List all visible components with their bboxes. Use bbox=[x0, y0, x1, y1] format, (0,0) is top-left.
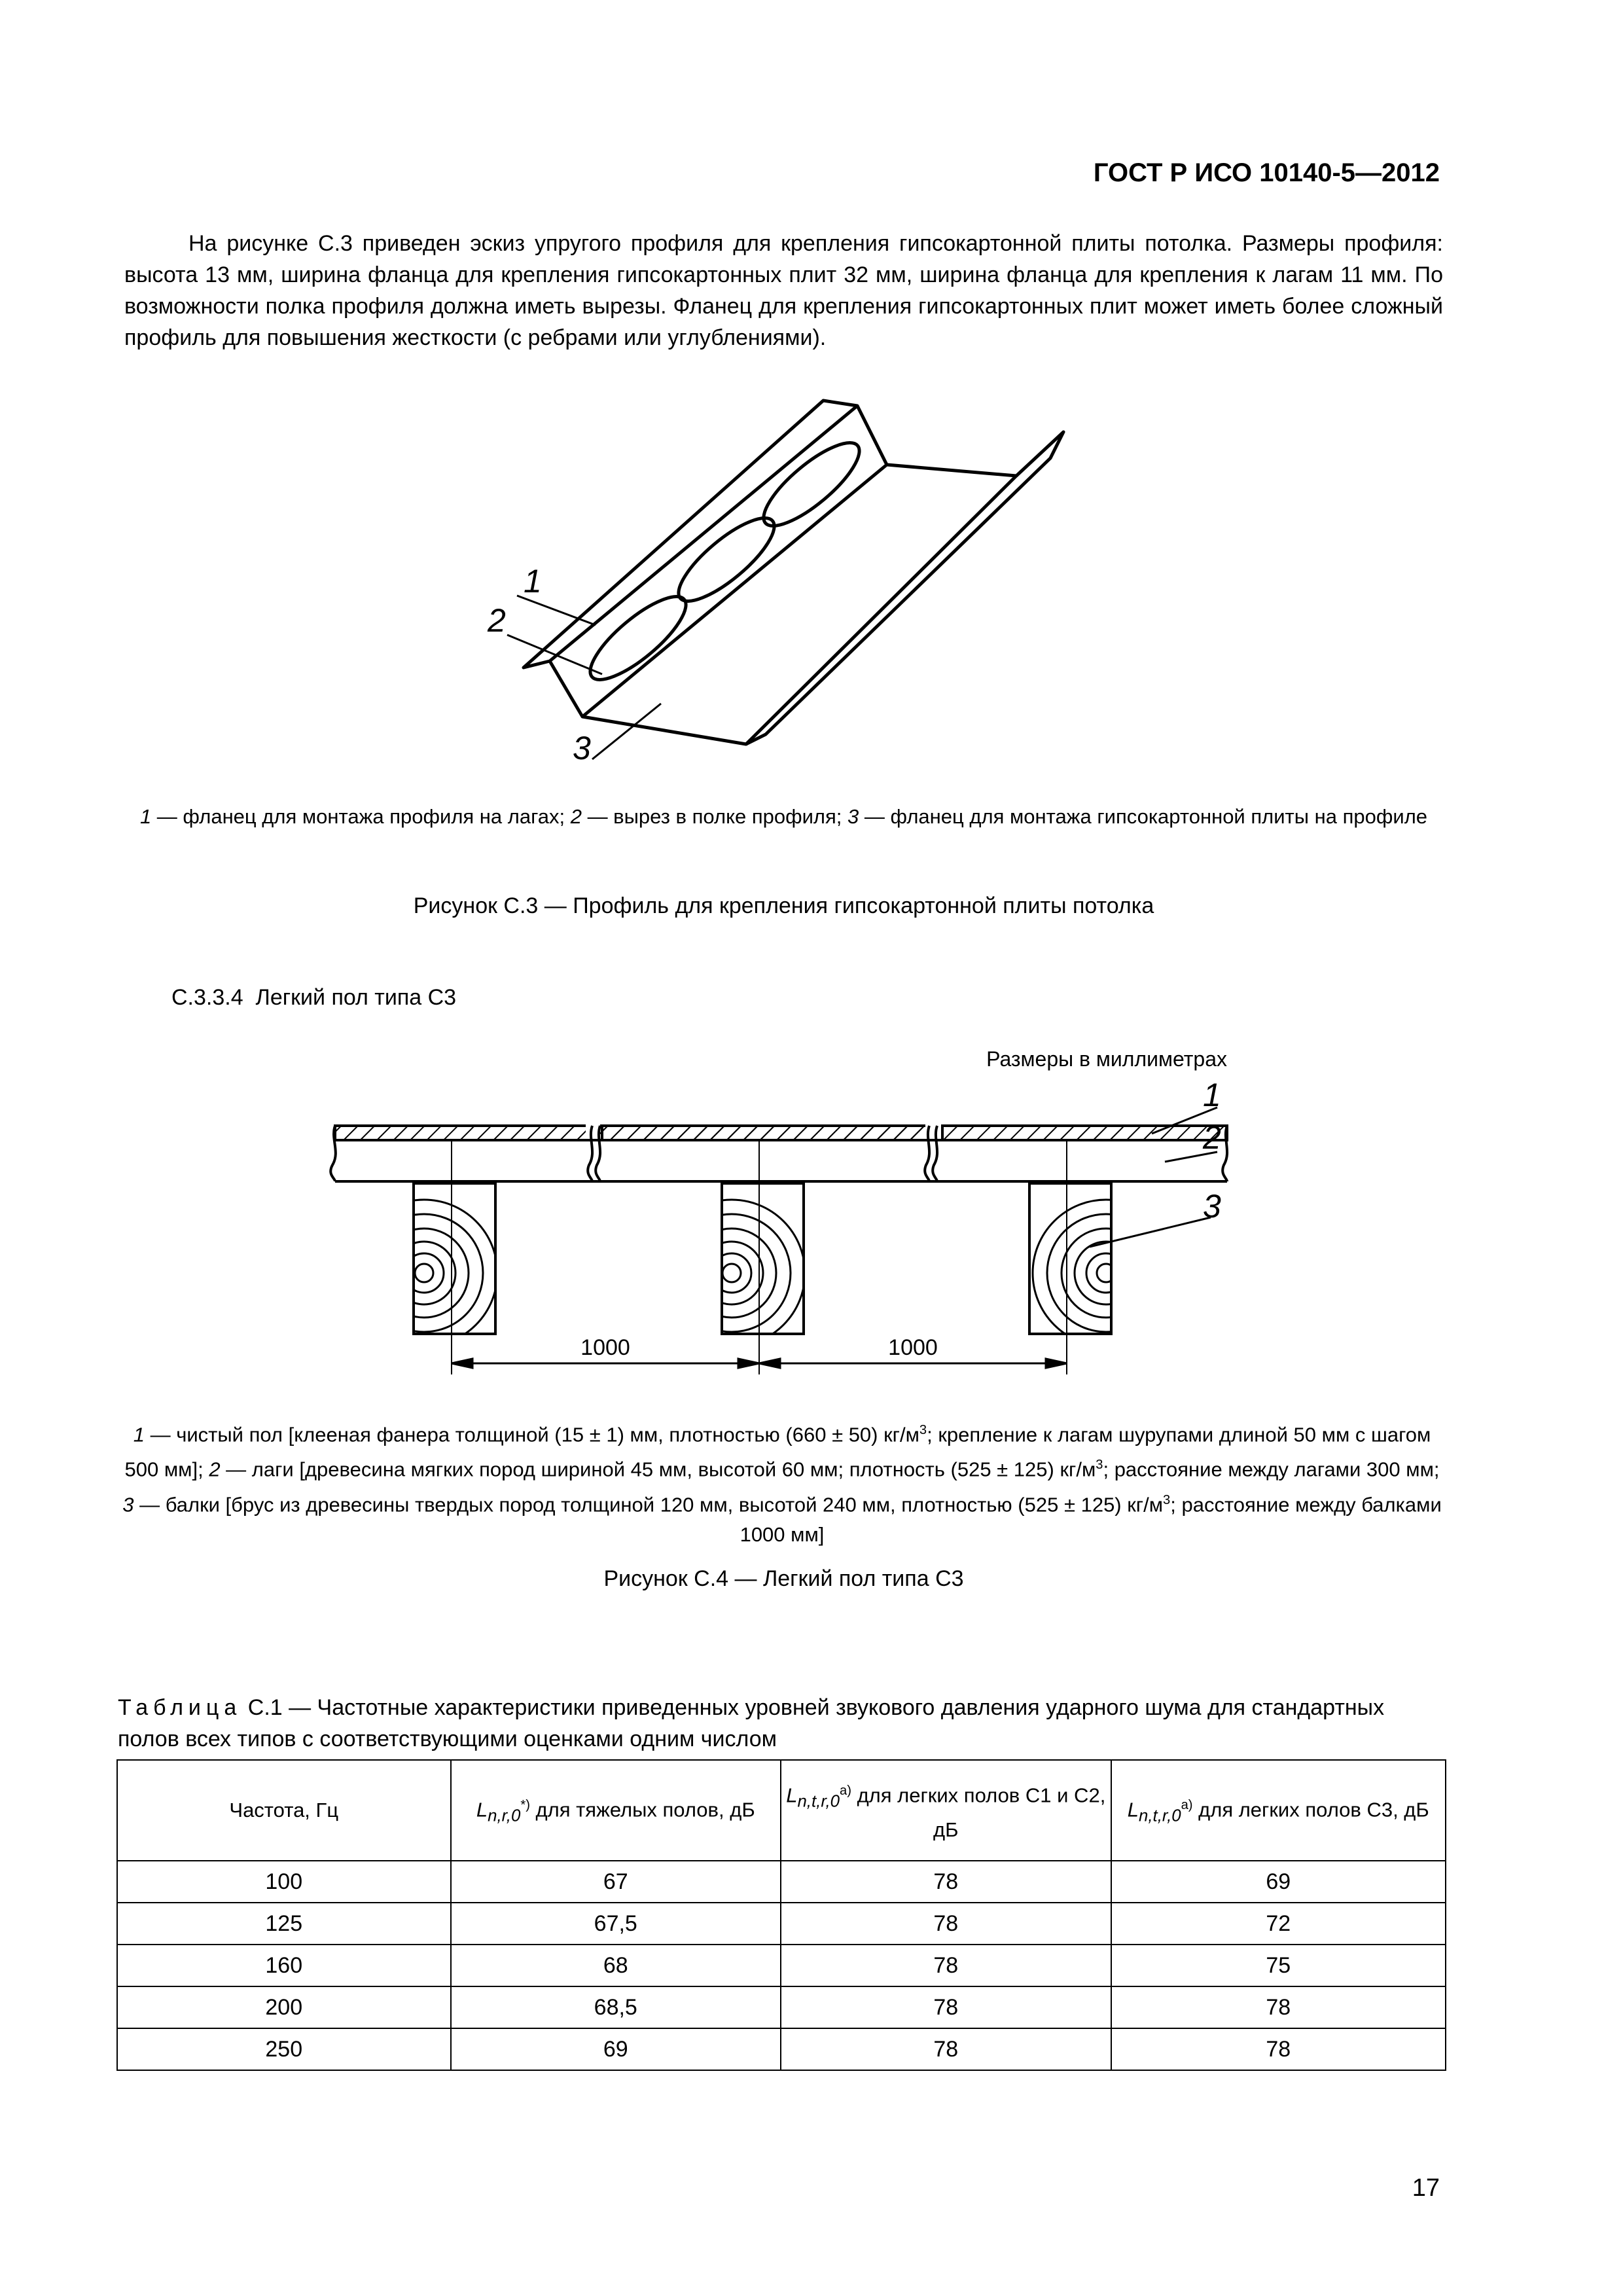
table-cell: 160 bbox=[117, 1945, 451, 1986]
table-cell: 100 bbox=[117, 1861, 451, 1903]
intro-paragraph: На рисунке С.3 приведен эскиз упругого профиля для крепления гипсокартонной плиты потолка. Размеры профиля: высота 13 мм, ширина фланца для крепления гипсокартонных плит 32 мм, ширина фланца для крепления к лагам 11 мм. По возможности полка профиля должна иметь вырезы. Фланец для крепления гипсокартонных плит может иметь более сложный профиль для повышения жесткости (с ребрами или углублениями). bbox=[124, 231, 1443, 350]
table-cell: 78 bbox=[1111, 2028, 1446, 2070]
table-header-row bbox=[117, 1760, 1446, 1861]
figure-c4-title: Рисунок С.4 — Легкий пол типа С3 bbox=[603, 1566, 964, 1591]
legend-item-number: 1 bbox=[139, 805, 152, 828]
table-cell: 200 bbox=[117, 1986, 451, 2028]
table-c1 bbox=[116, 1759, 1446, 2071]
table-row bbox=[117, 2028, 1446, 2070]
dimensions-note: Размеры в миллиметрах bbox=[986, 1047, 1227, 1071]
table-cell: 68 bbox=[451, 1945, 781, 1986]
table-cell: 75 bbox=[1111, 1945, 1446, 1986]
figure-c4-legend bbox=[118, 1415, 1446, 1550]
table-c1-caption bbox=[118, 1692, 1446, 1755]
legend-item-number: 3 bbox=[847, 805, 859, 828]
table-caption-label: Таблица bbox=[118, 1695, 242, 1720]
figure-c3-legend bbox=[124, 802, 1443, 832]
header-frequency: Частота, Гц bbox=[117, 1760, 451, 1861]
table-cell: 78 bbox=[1111, 1986, 1446, 2028]
legend-item-number: 1 bbox=[133, 1423, 145, 1446]
legend-item-text: — лаги [древесина мягких пород шириной 45 мм, высотой 60 мм; плотность (525 ± 125) кг/м bbox=[220, 1458, 1096, 1481]
fig-c3-callout-3: 3 bbox=[573, 730, 591, 766]
legend-item-text: — фланец для монтажа гипсокартонной плиты на профиле bbox=[859, 805, 1428, 828]
legend-item-number: 2 bbox=[209, 1458, 221, 1481]
table-cell: 78 bbox=[781, 1903, 1111, 1945]
table-cell: 68,5 bbox=[451, 1986, 781, 2028]
section-heading: С.3.3.4 Легкий пол типа С3 bbox=[171, 985, 457, 1010]
superscript: 3 bbox=[1096, 1458, 1103, 1473]
table-cell: 67 bbox=[451, 1861, 781, 1903]
intro-paragraph-block bbox=[124, 228, 1443, 353]
table-cell: 250 bbox=[117, 2028, 451, 2070]
figure-c3-profile-drawing bbox=[0, 367, 1623, 798]
table-row bbox=[117, 1986, 1446, 2028]
fig-c4-callout-3: 3 bbox=[1203, 1188, 1221, 1225]
dimension-label-1: 1000 bbox=[580, 1335, 630, 1360]
table-cell: 72 bbox=[1111, 1903, 1446, 1945]
legend-item-text: ; крепление к лагам шурупами длиной 50 мм с шагом 500 мм]; bbox=[124, 1423, 1431, 1481]
table-cell: 78 bbox=[781, 1945, 1111, 1986]
table-row bbox=[117, 1945, 1446, 1986]
dimension-label-2: 1000 bbox=[888, 1335, 938, 1360]
table-cell: 67,5 bbox=[451, 1903, 781, 1945]
table-cell: 78 bbox=[781, 2028, 1111, 2070]
legend-item-text: — фланец для монтажа профиля на лагах; bbox=[151, 805, 571, 828]
legend-item-number: 2 bbox=[570, 805, 582, 828]
table-caption-text: С.1 — Частотные характеристики приведенных уровней звукового давления ударного шума для стандартных полов всех типов с соответствующими оценками одним числом bbox=[118, 1695, 1385, 1751]
header-light-floors-c3: $L_{n,t,r,0}^{a)}$ для легких полов С3, дБ bbox=[1111, 1760, 1446, 1861]
figure-c3-title: Рисунок С.3 — Профиль для крепления гипсокартонной плиты потолка bbox=[413, 893, 1154, 918]
table-cell: 78 bbox=[781, 1861, 1111, 1903]
legend-item-text: — вырез в полке профиля; bbox=[581, 805, 848, 828]
legend-item-number: 3 bbox=[122, 1492, 134, 1516]
fig-c4-callout-1: 1 bbox=[1203, 1077, 1221, 1113]
table-cell: 69 bbox=[1111, 1861, 1446, 1903]
table-row bbox=[117, 1903, 1446, 1945]
page-number: 17 bbox=[1412, 2174, 1440, 2202]
standard-number-header: ГОСТ Р ИСО 10140-5—2012 bbox=[1093, 158, 1440, 187]
superscript: 3 bbox=[1163, 1492, 1171, 1507]
fig-c3-callout-2: 2 bbox=[488, 602, 506, 639]
superscript: 3 bbox=[919, 1423, 927, 1437]
header-light-floors-c1-c2: $L_{n,t,r,0}^{a)}$ для легких полов С1 и С2, дБ bbox=[781, 1760, 1111, 1861]
table-cell: 78 bbox=[781, 1986, 1111, 2028]
table-cell: 69 bbox=[451, 2028, 781, 2070]
fig-c4-callout-2: 2 bbox=[1203, 1119, 1221, 1156]
table-cell: 125 bbox=[117, 1903, 451, 1945]
legend-item-text: ; расстояние между лагами 300 мм; bbox=[1103, 1458, 1440, 1481]
figure-c4-floor-drawing bbox=[0, 1073, 1623, 1401]
header-heavy-floors: $L_{n,r,0}^{*)}$ для тяжелых полов, дБ bbox=[451, 1760, 781, 1861]
legend-item-text: — чистый пол [клееная фанера толщиной (15 ± 1) мм, плотностью (660 ± 50) кг/м bbox=[144, 1423, 919, 1446]
table-row bbox=[117, 1861, 1446, 1903]
legend-item-text: — балки [брус из древесины твердых пород толщиной 120 мм, высотой 240 мм, плотностью (525 ± 125) кг/м bbox=[134, 1492, 1164, 1516]
fig-c3-callout-1: 1 bbox=[524, 563, 542, 600]
legend-item-text: ; расстояние между балками 1000 мм] bbox=[740, 1492, 1442, 1546]
